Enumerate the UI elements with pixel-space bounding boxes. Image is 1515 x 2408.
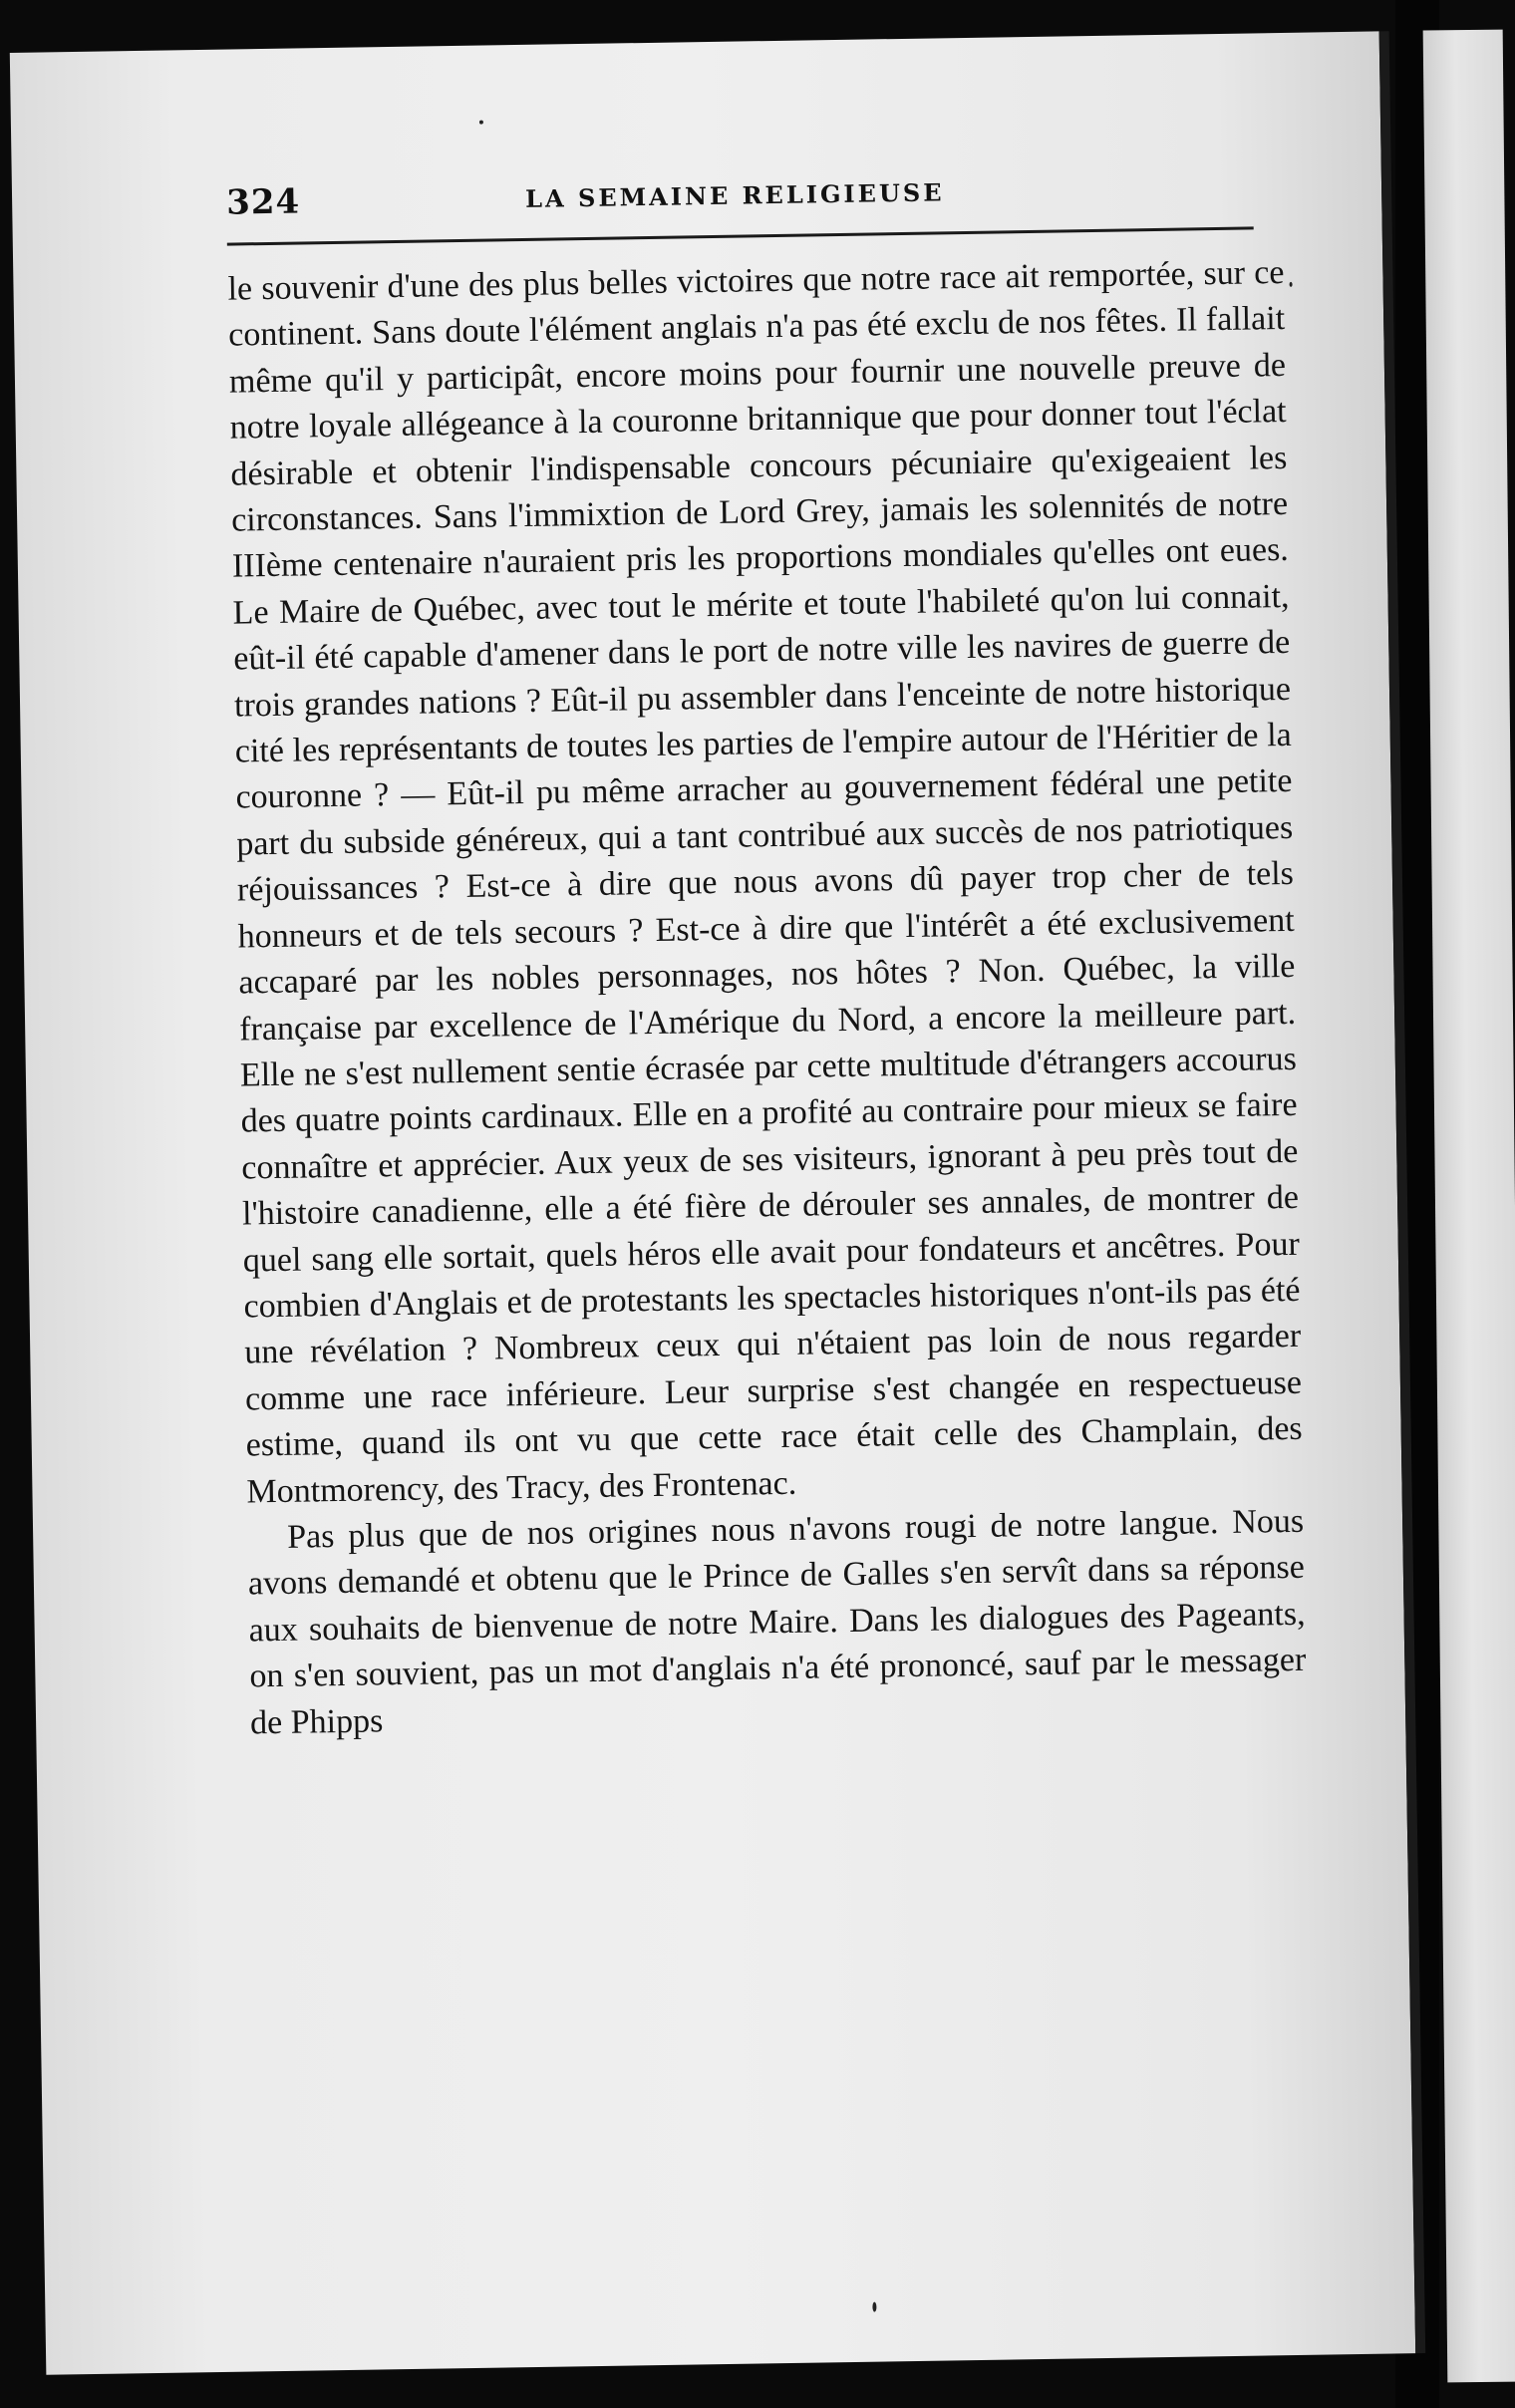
- page-number: 324: [225, 181, 301, 223]
- body-text: [227, 250, 1307, 1746]
- page-header: [226, 166, 1254, 246]
- paragraph-2: Pas plus que de nos origines nous n'avons rougi de notre langue. Nous avons demandé et obtenu que le Prince de Galles s'en servît dans sa réponse aux souhaits de bienvenue de notre Maire. Dans les dialogues des Pageants, on s'en souvient, pas un mot d'anglais n'a été prononcé, sauf par le messager de Phipps: [247, 1502, 1307, 1742]
- book-page: [10, 31, 1425, 2374]
- header-rule: [227, 226, 1254, 245]
- scan-speck: [479, 121, 483, 125]
- scan-speck: [872, 2302, 876, 2312]
- scan-speck: [1290, 282, 1293, 287]
- paragraph-1: le souvenir d'une des plus belles victoires que notre race ait remportée, sur ce continent. Sans doute l'élément anglais n'a pas été exclu de nos fêtes. Il fallait même qu'il y participât, encore moins pour fournir une nouvelle preuve de notre loyale allégeance à la couronne britannique que pour donner tout l'éclat désirable et obtenir l'indispensable concours pécuniaire qu'exigeaient les circonstances. Sans l'immixtion de Lord Grey, jamais les solennités de notre IIIème centenaire n'auraient pris les proportions mondiales qu'elles ont eues. Le Maire de Québec, avec tout le mérite et toute l'habileté qu'on lui connait, eût-il été capable d'amener dans le port de notre ville les navires de guerre de trois grandes nations ? Eût-il pu assembler dans l'enceinte de notre historique cité les représentants de toutes les parties de l'empire autour de l'Héritier de la couronne ? — Eût-il pu même arracher au gouvernement fédéral une petite part du subside généreux, qui a tant contribué aux succès de nos patriotiques réjouissances ? Est-ce à dire que nous avons dû payer trop cher de tels honneurs et de tels secours ? Est-ce à dire que l'intérêt a été exclusivement accaparé par les nobles personnages, nos hôtes ? Non. Québec, la ville française par excellence de l'Amérique du Nord, a encore la meilleure part. Elle ne s'est nullement sentie écrasée par cette multitude d'étrangers accourus des quatre points cardinaux. Elle en a profité au contraire pour mieux se faire connaître et apprécier. Aux yeux de ses visiteurs, ignorant à peu près tout de l'histoire canadienne, elle a été fière de dérouler ses annales, de montrer de quel sang elle sortait, quels héros elle avait pour fondateurs et ancêtres. Pour combien d'Anglais et de protestants les spectacles historiques n'ont-ils pas été une révélation ? Nombreux ceux qui n'étaient pas loin de nous regarder comme une race inférieure. Leur surprise s'est changée en respectueuse estime, quand ils ont vu que cette race était celle des Champlain, des Montmorency, des Tracy, des Frontenac.: [227, 253, 1303, 1511]
- running-title: LA SEMAINE RELIGIEUSE: [524, 177, 945, 213]
